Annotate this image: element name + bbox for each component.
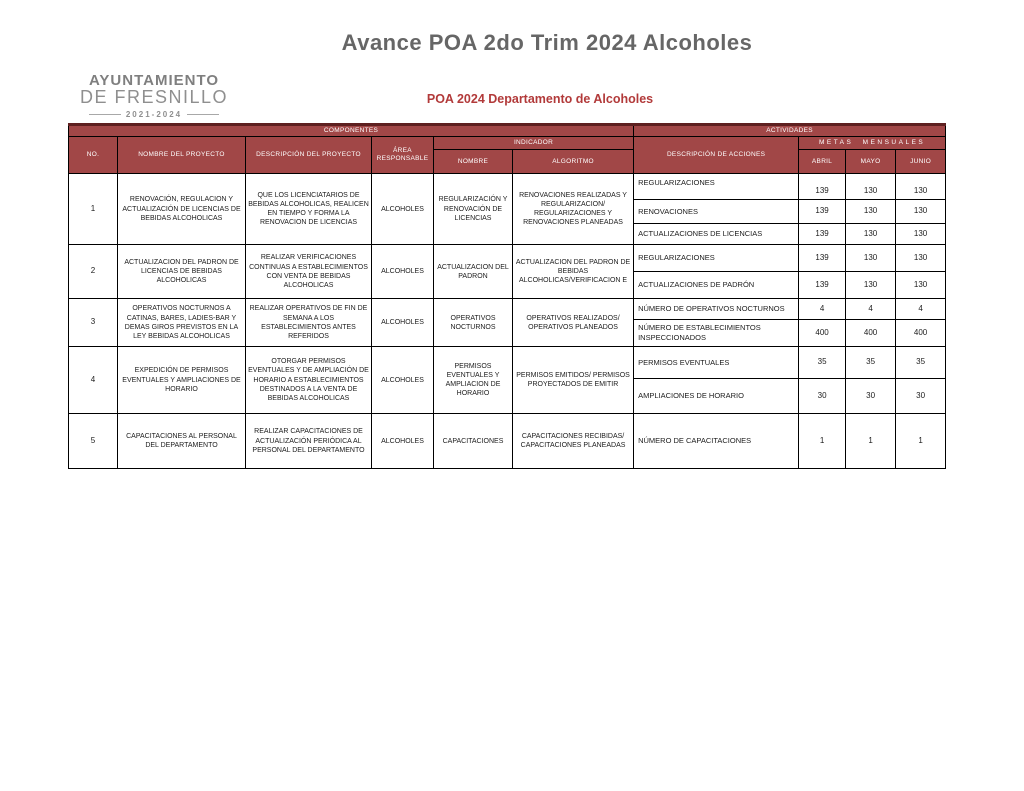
header-descripcion-acciones: DESCRIPCIÓN DE ACCIONES	[634, 137, 799, 174]
project-description: REALIZAR CAPACITACIONES DE ACTUALIZACIÓN PERIÓDICA AL PERSONAL DEL DEPARTAMENTO	[246, 414, 372, 469]
logo-line1: AYUNTAMIENTO	[88, 72, 220, 89]
project-name: CAPACITACIONES AL PERSONAL DEL DEPARTAMENTO	[118, 414, 246, 469]
header-junio: JUNIO	[896, 150, 946, 174]
goal-april: 139	[799, 245, 846, 272]
header-descripcion-proyecto: DESCRIPCIÓN DEL PROYECTO	[246, 137, 372, 174]
action-label: REGULARIZACIONES	[634, 245, 799, 272]
header-indicador-nombre: NOMBRE	[434, 150, 513, 174]
goal-april: 139	[799, 200, 846, 224]
indicator-algorithm: OPERATIVOS REALIZADOS/ OPERATIVOS PLANEADOS	[513, 299, 634, 347]
table-row	[69, 347, 946, 379]
indicator-name: CAPACITACIONES	[434, 414, 513, 469]
goal-may: 30	[846, 379, 896, 414]
action-label: NÚMERO DE OPERATIVOS NOCTURNOS	[634, 299, 799, 320]
goal-may: 130	[846, 174, 896, 200]
goal-june: 130	[896, 245, 946, 272]
header-no: NO.	[69, 137, 118, 174]
page-title: Avance POA 2do Trim 2024 Alcoholes	[341, 30, 753, 55]
indicator-algorithm: RENOVACIONES REALIZADAS Y REGULARIZACION/ REGULARIZACIONES Y RENOVACIONES PLANEADAS	[513, 174, 634, 245]
goal-april: 1	[799, 414, 846, 469]
indicator-name: REGULARIZACIÓN Y RENOVACIÓN DE LICENCIAS	[434, 174, 513, 245]
goal-may: 130	[846, 200, 896, 224]
project-description: QUE LOS LICENCIATARIOS DE BEBIDAS ALCOHOLICAS, REALICEN EN TIEMPO Y FORMA LA RENOVACION DE LICENCIAS	[246, 174, 372, 245]
goal-june: 400	[896, 320, 946, 347]
project-description: REALIZAR VERIFICACIONES CONTINUAS A ESTABLECIMIENTOS CON VENTA DE BEBIDAS ALCOHOLICAS	[246, 245, 372, 299]
action-label: NÚMERO DE ESTABLECIMIENTOS INSPECCIONADOS	[634, 320, 799, 347]
header-indicador: INDICADOR	[434, 137, 634, 150]
project-no: 2	[69, 245, 118, 299]
goal-april: 400	[799, 320, 846, 347]
goal-june: 35	[896, 347, 946, 379]
indicator-name: OPERATIVOS NOCTURNOS	[434, 299, 513, 347]
goal-june: 1	[896, 414, 946, 469]
logo-rule-right	[187, 114, 219, 115]
table-row	[69, 174, 946, 200]
indicator-name: ACTUALIZACION DEL PADRON	[434, 245, 513, 299]
project-name: RENOVACIÓN, REGULACION Y ACTUALIZACIÓN DE LICENCIAS DE BEBIDAS ALCOHOLICAS	[118, 174, 246, 245]
action-label: ACTUALIZACIONES DE PADRÓN	[634, 272, 799, 299]
goal-june: 130	[896, 272, 946, 299]
logo-line2: DE FRESNILLO	[79, 87, 229, 107]
project-description: OTORGAR PERMISOS EVENTUALES Y DE AMPLIACIÓN DE HORARIO A ESTABLECIMIENTOS DESTINADOS A LA VENTA DE BEBIDAS ALCOHOLICAS	[246, 347, 372, 414]
header-algoritmo: ALGORITMO	[513, 150, 634, 174]
poa-table-wrap	[68, 123, 946, 469]
goal-april: 139	[799, 224, 846, 245]
project-name: EXPEDICIÓN DE PERMISOS EVENTUALES Y AMPLIACIONES DE HORARIO	[118, 347, 246, 414]
project-area: ALCOHOLES	[372, 245, 434, 299]
action-label: NÚMERO DE CAPACITACIONES	[634, 414, 799, 469]
project-area: ALCOHOLES	[372, 174, 434, 245]
goal-june: 130	[896, 200, 946, 224]
table-row	[69, 245, 946, 272]
header-metas-mensuales: METAS MENSUALES	[799, 137, 946, 150]
logo-years	[76, 110, 232, 119]
indicator-name: PERMISOS EVENTUALES Y AMPLIACION DE HORARIO	[434, 347, 513, 414]
project-no: 4	[69, 347, 118, 414]
header-abril: ABRIL	[799, 150, 846, 174]
goal-june: 30	[896, 379, 946, 414]
goal-may: 130	[846, 224, 896, 245]
goal-april: 35	[799, 347, 846, 379]
indicator-algorithm: PERMISOS EMITIDOS/ PERMISOS PROYECTADOS DE EMITIR	[513, 347, 634, 414]
document-subtitle: POA 2024 Departamento de Alcoholes	[426, 92, 654, 106]
goal-may: 130	[846, 272, 896, 299]
project-area: ALCOHOLES	[372, 414, 434, 469]
goal-april: 30	[799, 379, 846, 414]
table-row	[69, 414, 946, 469]
project-name: OPERATIVOS NOCTURNOS A CATINAS, BARES, LADIES-BAR Y DEMAS GIROS PREVISTOS EN LA LEY BEBIDAS ALCOHOLICAS	[118, 299, 246, 347]
action-label: REGULARIZACIONES	[634, 174, 799, 200]
logo-years-label: 2021-2024	[125, 110, 183, 119]
action-label: ACTUALIZACIONES DE LICENCIAS	[634, 224, 799, 245]
poa-table	[68, 123, 946, 469]
project-area: ALCOHOLES	[372, 347, 434, 414]
project-no: 5	[69, 414, 118, 469]
goal-may: 130	[846, 245, 896, 272]
project-area: ALCOHOLES	[372, 299, 434, 347]
table-row	[69, 299, 946, 320]
indicator-algorithm: CAPACITACIONES RECIBIDAS/ CAPACITACIONES PLANEADAS	[513, 414, 634, 469]
action-label: PERMISOS EVENTUALES	[634, 347, 799, 379]
goal-may: 1	[846, 414, 896, 469]
action-label: RENOVACIONES	[634, 200, 799, 224]
goal-may: 4	[846, 299, 896, 320]
goal-april: 139	[799, 272, 846, 299]
logo-rule-left	[89, 114, 121, 115]
goal-may: 35	[846, 347, 896, 379]
project-no: 3	[69, 299, 118, 347]
goal-june: 130	[896, 224, 946, 245]
project-name: ACTUALIZACION DEL PADRON DE LICENCIAS DE BEBIDAS ALCOHOLICAS	[118, 245, 246, 299]
header-nombre-proyecto: NOMBRE DEL PROYECTO	[118, 137, 246, 174]
goal-april: 4	[799, 299, 846, 320]
goal-april: 139	[799, 174, 846, 200]
header-actividades: ACTIVIDADES	[634, 125, 946, 137]
header-mayo: MAYO	[846, 150, 896, 174]
action-label: AMPLIACIONES DE HORARIO	[634, 379, 799, 414]
goal-june: 4	[896, 299, 946, 320]
goal-june: 130	[896, 174, 946, 200]
indicator-algorithm: ACTUALIZACION DEL PADRON DE BEBIDAS ALCOHOLICAS/VERIFICACION E	[513, 245, 634, 299]
header-componentes: COMPONENTES	[69, 125, 634, 137]
goal-may: 400	[846, 320, 896, 347]
project-no: 1	[69, 174, 118, 245]
header-area-responsable: ÁREA RESPONSABLE	[372, 137, 434, 174]
project-description: REALIZAR OPERATIVOS DE FIN DE SEMANA A LOS ESTABLECIMIENTOS ANTES REFERIDOS	[246, 299, 372, 347]
